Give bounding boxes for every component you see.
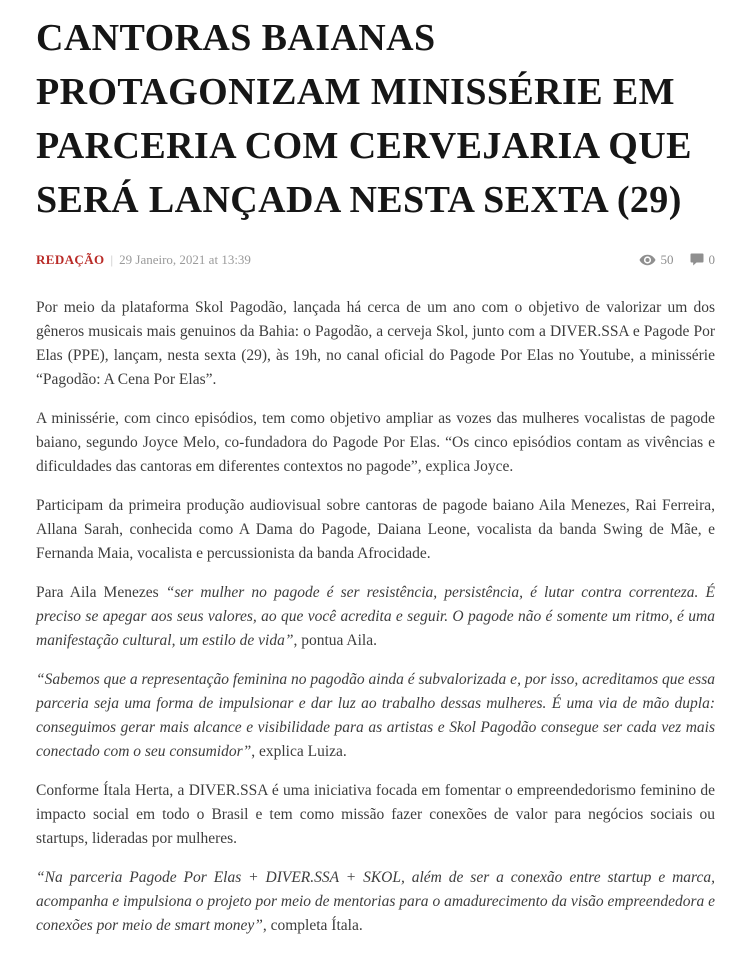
meta-separator: | (110, 251, 114, 267)
views-stat (639, 252, 674, 268)
paragraph (36, 779, 715, 851)
post-date: 29 Janeiro, 2021 at 13:39 (119, 251, 251, 267)
article-title: CANTORAS BAIANAS PROTAGONIZAM MINISSÉRIE EM PARCERIA COM CERVEJARIA QUE SERÁ LANÇADA NESTA SEXTA (29) (36, 17, 692, 221)
paragraph-text-segment: Por meio da plataforma Skol Pagodão, lançada há cerca de um ano com o objetivo de valorizar um dos gêneros musicais mais genuinos da Bahia: o Pagodão, a cerveja Skol, junto com a DIVER.SSA e Pagode Por Elas (PPE), lançam, nesta sexta (29), às 19h, no canal oficial do Pagode Por Elas no Youtube, a minissérie “Pagodão: A Cena Por Elas”. (36, 298, 715, 388)
paragraph-text-segment: Participam da primeira produção audiovisual sobre cantoras de pagode baiano Aila Menezes, Rai Ferreira, Allana Sarah, conhecida como A Dama do Pagode, Daiana Leone, vocalista da banda Swing de Mãe, e Fernanda Maia, vocalista e percussionista da banda Afrocidade. (36, 496, 715, 562)
paragraph-quote-segment: “Na parceria Pagode Por Elas + DIVER.SSA + SKOL, além de ser a conexão entre startup e marca, acompanha e impulsiona o projeto por meio de mentorias para o amadurecimento da visão empreendedora e conexões por meio de smart money” (36, 869, 715, 935)
paragraph-text-segment: A minissérie, com cinco episódios, tem como objetivo ampliar as vozes das mulheres vocalistas de pagode baiano, segundo Joyce Melo, co-fundadora do Pagode Por Elas. “Os cinco episódios contam as vivências e dificuldades das cantoras em diferentes contextos no pagode”, explica Joyce. (36, 409, 715, 475)
paragraph (36, 407, 715, 479)
paragraph (36, 668, 715, 764)
paragraph (36, 581, 715, 653)
eye-icon (639, 254, 656, 266)
paragraph-quote-segment: “Sabemos que a representação feminina no pagodão ainda é subvalorizada e, por isso, acreditamos que essa parceria seja uma forma de impulsionar e dar luz ao trabalho dessas mulheres. É uma via de mão dupla: conseguimos gerar mais alcance e visibilidade para as artistas e Skol Pagodão consegue ser cada vez mais conectado com o seu consumidor” (36, 671, 715, 761)
paragraph-quote-segment: “ser mulher no pagode é ser resistência, persistência, é lutar contra correnteza. É preciso se apegar aos seus valores, ao que você acredita e seguir. O pagode não é somente um ritmo, é uma manifestação cultural, um estilo de vida” (36, 583, 715, 649)
paragraph (36, 494, 715, 566)
comments-count: 0 (708, 251, 715, 267)
article-meta (36, 252, 715, 268)
paragraph (36, 296, 715, 392)
post-stats (639, 252, 716, 268)
paragraph-text-segment: , pontua Aila. (293, 632, 377, 649)
comments-stat[interactable] (690, 252, 716, 268)
paragraph-text-segment: Para Aila Menezes (36, 583, 166, 601)
article-body (36, 296, 715, 938)
author-link[interactable]: REDAÇÃO (36, 251, 105, 267)
comment-icon (690, 253, 704, 266)
paragraph-text-segment: , completa Ítala. (262, 917, 363, 935)
byline (36, 252, 251, 268)
views-count: 50 (660, 251, 674, 267)
paragraph-text-segment: , explica Luiza. (251, 743, 347, 761)
paragraph-text-segment: Conforme Ítala Herta, a DIVER.SSA é uma iniciativa focada em fomentar o empreendedorismo feminino de impacto social em todo o Brasil e tem como missão fazer conexões de valor para negócios sociais ou startups, lideradas por mulheres. (36, 782, 715, 848)
